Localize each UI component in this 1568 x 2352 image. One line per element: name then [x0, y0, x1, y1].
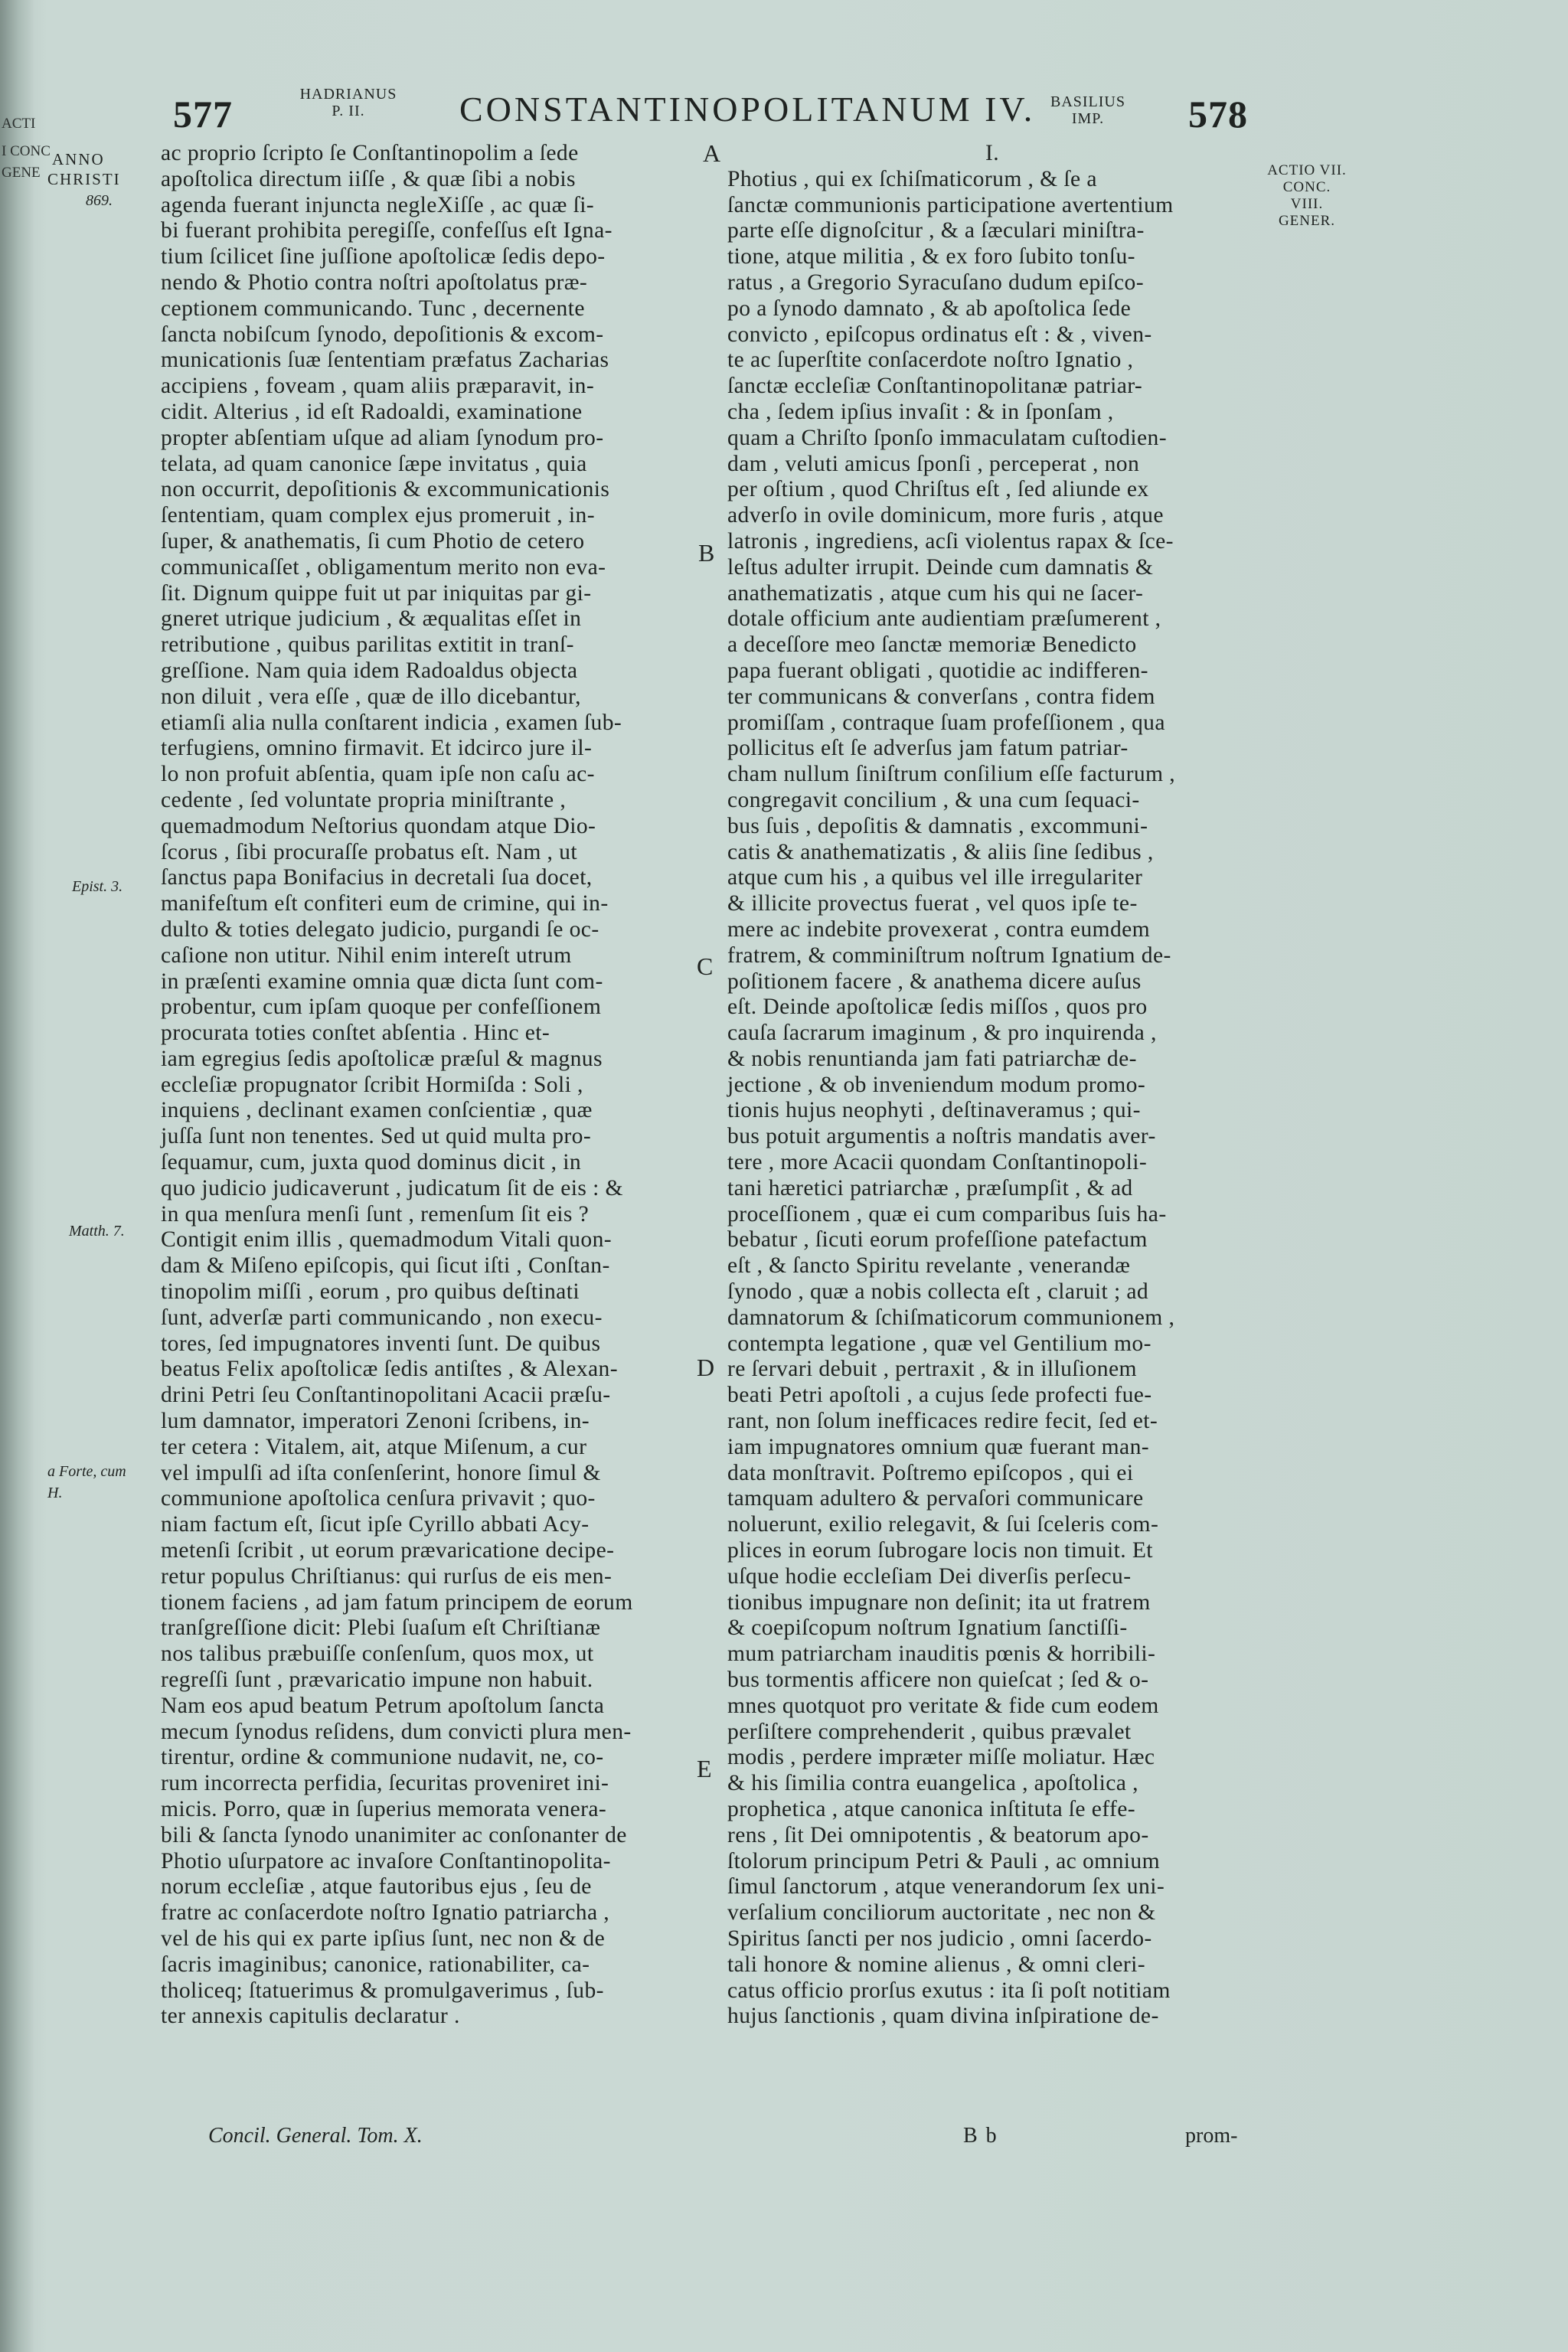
text-line: in qua menſura menſi ſunt , remenſum ſit eis ?	[161, 1201, 590, 1227]
text-line: noluerunt, exilio relegavit, & ſui ſceleris com-	[727, 1512, 1159, 1537]
text-line: procurata toties conſtet abſentia . Hinc et-	[161, 1021, 550, 1046]
text-line: cidit. Alterius , id eſt Radoaldi, examinatione	[161, 399, 583, 424]
margin-year-number: 869.	[86, 192, 113, 209]
text-line: plices in eorum ſubrogare locis non timuit. Et	[727, 1538, 1153, 1563]
text-line: caſione non utitur. Nihil enim intereſt utrum	[161, 942, 572, 968]
margin-note-epist: Epist. 3.	[72, 878, 123, 895]
text-line: convicto , epiſcopus ordinatus eſt : & , viven-	[727, 322, 1152, 347]
text-line: bus potuit argumentis a noſtris mandatis aver-	[727, 1124, 1156, 1149]
text-line: ratus , a Gregorio Syracuſano dudum epiſco-	[727, 270, 1144, 295]
text-line: tranſgreſſione dicit: Plebi ſuaſum eſt Chriſtianæ	[161, 1615, 601, 1641]
text-line: bi fuerant prohibita peregiſſe, confeſſus eſt Igna-	[161, 218, 612, 243]
text-line: drini Petri ſeu Conſtantinopolitani Acacii præſu-	[161, 1383, 611, 1408]
text-line: ſacris imaginibus; canonice, rationabiliter, ca-	[161, 1952, 590, 1977]
running-title: CONSTANTINOPOLITANUM IV.	[459, 90, 1036, 129]
text-line: re ſervari debuit , pertraxit , & in illuſionem	[727, 1357, 1137, 1382]
text-line: metenſi ſcribit , ut eorum prævaricatione decipe-	[161, 1538, 615, 1563]
text-line: congregavit concilium , & una cum ſequaci-	[727, 787, 1140, 812]
text-line: mnes quotquot pro veritate & fide cum eodem	[727, 1693, 1159, 1718]
text-line: contempta legatione , quæ vel Gentilium mo-	[727, 1331, 1152, 1356]
text-line: latronis , ingrediens, acſi violentus rapax & ſce-	[727, 528, 1174, 554]
text-line: per oſtium , quod Chriſtus eſt , ſed aliunde ex	[727, 477, 1149, 502]
text-line: iam egregius ſedis apoſtolicæ præſul & magnus	[161, 1046, 603, 1071]
text-line: tholiceq; ſtatuerimus & promulgaverimus , ſub-	[161, 1978, 604, 2003]
text-line: Photius , qui ex ſchiſmaticorum , & ſe a	[727, 166, 1097, 191]
text-line: Nam eos apud beatum Petrum apoſtolum ſancta	[161, 1693, 605, 1718]
binding-gutter	[0, 0, 51, 2352]
text-line: & coepiſcopum noſtrum Ignatium ſanctiſſi-	[727, 1615, 1128, 1641]
page-footer	[0, 2124, 1568, 2154]
text-line: Spiritus ſancti per nos judicio , omni ſacerdo-	[727, 1926, 1152, 1951]
text-line: non occurrit, depoſitionis & excommunicationis	[161, 477, 610, 502]
text-line: ſanctæ communionis participatione avertentium	[727, 192, 1174, 217]
catchword: prom-	[1185, 2124, 1238, 2148]
text-line: greſſione. Nam quia idem Radoaldus objecta	[161, 658, 578, 683]
section-number: I.	[985, 141, 1000, 165]
text-line: leſtus adulter irrupit. Deinde cum damnatis &	[727, 554, 1154, 580]
text-line: cham nullum ſiniſtrum conſilium eſſe facturum ,	[727, 762, 1176, 787]
text-line: mum patriarcham inauditis pœnis & horribili-	[727, 1642, 1156, 1667]
signature-mark: B b	[963, 2124, 998, 2148]
text-line: verſalium conciliorum auctoritate , nec non &	[727, 1900, 1156, 1926]
text-line: gneret utrique judicium , & æqualitas eſſet in	[161, 606, 582, 632]
text-line: bus ſuis , depoſitis & damnatis , excommuni-	[727, 813, 1148, 838]
text-line: ſunt, adverſæ parti communicando , non execu-	[161, 1305, 603, 1330]
text-line: bili & ſancta ſynodo unanimiter ac conſonanter de	[161, 1822, 627, 1847]
text-line: quam a Chriſto ſponſo immaculatam cuſtodien-	[727, 425, 1167, 450]
text-line: rens , ſit Dei omnipotentis , & beatorum apo-	[727, 1822, 1149, 1847]
text-line: mecum ſynodus reſidens, dum convicti plura men-	[161, 1719, 632, 1744]
gutter-text-3: GENE	[2, 165, 41, 181]
text-line: beatus Felix apoſtolicæ ſedis antiſtes , & Alexan-	[161, 1357, 618, 1382]
text-line: telata, ad quam canonice ſæpe invitatus , quia	[161, 451, 587, 476]
text-line: juſſa ſunt non tenentes. Sed ut quid multa pro-	[161, 1124, 592, 1149]
header-emperor-name: BASILIUS	[1050, 93, 1125, 110]
text-line: & nobis renuntianda jam fati patriarchæ de-	[727, 1046, 1137, 1071]
header-pope-name: HADRIANUS	[299, 86, 397, 103]
page-number-left: 577	[173, 93, 233, 136]
text-line: tali honore & nomine alienus , & omni cleri-	[727, 1952, 1146, 1977]
section-letter-e: E	[697, 1755, 712, 1782]
text-line: municationis ſuæ ſententiam præfatus Zacharias	[161, 348, 609, 373]
text-line: regreſſi ſunt , prævaricatio impune non habuit.	[161, 1668, 593, 1693]
right-margin-line-3: GENER.	[1278, 213, 1336, 229]
text-line: ter annexis capitulis declaratur .	[161, 2004, 460, 2029]
text-line: quemadmodum Neſtorius quondam atque Dio-	[161, 813, 596, 838]
text-line: parte eſſe dignoſcitur , & a ſæculari miniſtra-	[727, 218, 1145, 243]
text-line: tione, atque militia , & ex foro ſubito tonſu-	[727, 244, 1135, 270]
section-letter-c: C	[697, 952, 714, 980]
text-line: ſimul ſanctorum , atque venerandorum ſex uni-	[727, 1874, 1165, 1900]
text-line: ter cetera : Vitalem, ait, atque Miſenum, a cur	[161, 1434, 587, 1459]
text-line: inquiens , declinant examen conſcientiæ , quæ	[161, 1098, 593, 1123]
text-line: rum incorrecta perfidia, ſecuritas proveniret ini-	[161, 1771, 609, 1796]
header-pope	[291, 86, 406, 119]
text-line: apoſtolica directum iiſſe , & quæ ſibi a nobis	[161, 166, 576, 191]
text-line: modis , perdere impræter miſſe moliatur. Hæc	[727, 1745, 1155, 1770]
text-line: proceſſionem , quæ ei cum comparibus ſuis ha-	[727, 1201, 1167, 1227]
header-emperor-title: IMP.	[1071, 110, 1105, 127]
text-line: poſitionem facere , & anathema dicere auſus	[727, 969, 1142, 994]
text-line: ſynodo , quæ a nobis collecta eſt , claruit ; ad	[727, 1279, 1149, 1305]
text-line: jectione , & ob inveniendum modum promo-	[727, 1072, 1146, 1097]
text-line: in præſenti examine omnia quæ dicta ſunt com-	[161, 969, 603, 994]
text-line: lo non profuit abſentia, quam ipſe non caſu ac-	[161, 762, 595, 787]
text-line: damnatorum & ſchiſmaticorum communionem ,	[727, 1305, 1175, 1330]
right-margin-note	[1265, 162, 1349, 230]
text-line: catus officio prorſus exutus : ita ſi poſt notitiam	[727, 1978, 1171, 2003]
text-line: manifeſtum eſt confiteri eum de crimine, qui in-	[161, 891, 609, 916]
volume-reference: Concil. General. Tom. X.	[208, 2124, 423, 2148]
text-line: fratrem, & comminiſtrum noſtrum Ignatium de-	[727, 942, 1171, 968]
text-line: niam factum eſt, ſicut ipſe Cyrillo abbati Acy-	[161, 1512, 590, 1537]
text-line: agenda fuerant injuncta negleXiſſe , ac quæ ſi-	[161, 192, 595, 217]
text-line: retur populus Chriſtianus: qui rurſus de eis men-	[161, 1563, 612, 1589]
text-line: ſanctus papa Bonifacius in decretali ſua docet,	[161, 865, 593, 890]
right-text-column	[727, 141, 1257, 2030]
text-line: Contigit enim illis , quemadmodum Vitali quon-	[161, 1227, 612, 1253]
text-line: retributione , quibus parilitas extitit in tranſ-	[161, 632, 574, 658]
text-line: micis. Porro, quæ in ſuperius memorata venera-	[161, 1797, 607, 1821]
text-line: po a ſynodo damnato , & ab apoſtolica ſede	[727, 296, 1132, 321]
text-line: propter abſentiam uſque ad aliam ſynodum pro-	[161, 425, 604, 450]
text-line: bus tormentis afficere non quieſcat ; ſed & o-	[727, 1668, 1149, 1693]
text-line: tamquam adultero & pervaſori communicare	[727, 1486, 1144, 1511]
text-line: bebatur , ſicuti eorum profeſſione patefactum	[727, 1227, 1148, 1253]
gutter-text-2: I CONC	[2, 143, 51, 159]
text-line: te ac ſuperſtite conſacerdote noſtro Ignatio ,	[727, 348, 1134, 373]
text-line: accipiens , foveam , quam aliis præparavit, in-	[161, 374, 595, 399]
text-line: & his ſimilia contra euangelica , apoſtolica ,	[727, 1771, 1138, 1796]
text-line: ſcorus , ſibi procuraſſe probatus eſt. Nam , ut	[161, 839, 577, 864]
text-line: ac proprio ſcripto ſe Conſtantinopolim a ſede	[161, 141, 579, 165]
text-line: tinopolim miſſi , eorum , pro quibus deſtinati	[161, 1279, 580, 1305]
text-line: tionibus impugnare non deſinit; ita ut fratrem	[727, 1589, 1151, 1615]
text-line: ceptionem communicando. Tunc , decernente	[161, 296, 585, 321]
text-line: ſtolorum principum Petri & Pauli , ac omnium	[727, 1848, 1161, 1873]
text-line: prophetica , atque canonica inſtituta ſe effe-	[727, 1797, 1136, 1821]
text-line: dulto & toties delegato judicio, purgandi ſe oc-	[161, 916, 599, 942]
text-line: quo judicio judicaverunt , judicatum ſit de eis : &	[161, 1175, 623, 1200]
text-line: ſit. Dignum quippe fuit ut par iniquitas par gi-	[161, 580, 592, 606]
right-margin-line-2: CONC. VIII.	[1282, 179, 1331, 212]
text-line: rant, non ſolum inefficaces redire fecit, ſed et-	[727, 1409, 1158, 1434]
text-line: vel impulſi ad iſta conſenſerint, honore ſimul &	[161, 1460, 601, 1485]
text-line: beati Petri apoſtoli , a cujus ſede profecti fue-	[727, 1383, 1152, 1408]
header-pope-number: P. II.	[332, 103, 365, 119]
text-line: cauſa ſacrarum imaginum , & pro inquirenda ,	[727, 1021, 1157, 1046]
text-line: perſiſtere comprehenderit , quibus prævalet	[727, 1719, 1132, 1744]
text-line: dam & Miſeno epiſcopis, qui ſicut iſti , Conſtan-	[161, 1253, 610, 1279]
margin-note-matth: Matth. 7.	[69, 1223, 125, 1240]
text-line: ſequamur, cum, juxta quod dominus dicit , in	[161, 1150, 582, 1175]
text-line: non diluit , vera eſſe , quæ de illo dicebantur,	[161, 684, 581, 709]
text-line: a deceſſore meo ſanctæ memoriæ Benedicto	[727, 632, 1137, 658]
text-line: cedente , ſed voluntate propria miniſtrante ,	[161, 787, 567, 812]
text-line: ter communicans & converſans , contra fidem	[727, 684, 1155, 709]
text-line: tirentur, ordine & communione nudavit, ne, co-	[161, 1745, 604, 1770]
text-line: dotale officium ante audientiam præſumerent ,	[727, 606, 1161, 632]
text-line: tores, ſed impugnatores inventi ſunt. De quibus	[161, 1331, 601, 1356]
text-line: nendo & Photio contra noſtri apoſtolatus præ-	[161, 270, 588, 295]
text-line: cha , ſedem ipſius invaſit : & in ſponſam ,	[727, 399, 1114, 424]
text-line: dam , veluti amicus ſponſi , perceperat , non	[727, 451, 1140, 476]
text-line: eccleſiæ propugnator ſcribit Hormiſda : Soli ,	[161, 1072, 583, 1097]
text-line: norum eccleſiæ , atque fautoribus ejus , ſeu de	[161, 1874, 592, 1900]
text-line: adverſo in ovile dominicum, more furis , atque	[727, 503, 1164, 528]
text-line: vel de his qui ex parte ipſius ſunt, nec non & de	[161, 1926, 606, 1951]
text-line: iam impugnatores omnium quæ fuerant man-	[727, 1434, 1150, 1459]
text-line: fratre ac conſacerdote noſtro Ignatio patriarcha ,	[161, 1900, 610, 1926]
text-line: communicaſſet , obligamentum merito non eva-	[161, 554, 606, 580]
text-line: ſententiam, quam complex ejus promeruit , in-	[161, 503, 595, 528]
left-text-column	[161, 141, 694, 2030]
gutter-text-1: ACTI	[2, 116, 36, 132]
text-line: tere , more Acacii quondam Conſtantinopoli-	[727, 1150, 1148, 1175]
text-line: promiſſam , contraque ſuam profeſſionem , qua	[727, 710, 1165, 735]
page-number-right: 578	[1188, 93, 1248, 136]
right-margin-line-1: ACTIO VII.	[1267, 162, 1347, 178]
margin-year-label-2: CHRISTI	[47, 170, 121, 188]
text-line: communione apoſtolica cenſura privavit ; quo-	[161, 1486, 596, 1511]
text-line: tium ſcilicet ſine juſſione apoſtolicæ ſedis depo-	[161, 244, 606, 270]
text-line: probentur, cum ipſam quoque per confeſſionem	[161, 995, 602, 1020]
text-line: Photio uſurpatore ac invaſore Conſtantinopolita-	[161, 1848, 611, 1873]
margin-year-label-1: ANNO	[52, 150, 105, 168]
text-line: lum damnator, imperatori Zenoni ſcribens, in-	[161, 1409, 590, 1434]
text-line: & illicite provectus fuerat , vel quos ipſe te-	[727, 891, 1138, 916]
text-line: papa fuerant obligati , quotidie ac indifferen-	[727, 658, 1148, 683]
text-line: tionis hujus neophyti , deſtinaveramus ; qui-	[727, 1098, 1141, 1123]
text-line: ſanctæ eccleſiæ Conſtantinopolitanæ patriar-	[727, 374, 1143, 399]
text-line: catis & anathematizatis , & aliis ſine ſedibus ,	[727, 839, 1154, 864]
margin-note-forte: a Forte, cum	[47, 1463, 126, 1480]
text-line: anathematizatis , atque cum his qui ne ſacer-	[727, 580, 1144, 606]
header-emperor	[1038, 93, 1138, 127]
text-line: etiamſi alia nulla conſtarent indicia , examen ſub-	[161, 710, 622, 735]
text-line: pollicitus eſt ſe adverſus jam fatum patriar-	[727, 736, 1129, 761]
text-line: nos talibus præbuiſſe conſenſum, quos mox, ut	[161, 1642, 594, 1667]
text-line: eſt , & ſancto Spiritu revelante , venerandæ	[727, 1253, 1131, 1279]
text-line: tani hæretici patriarchæ , præſumpſit , & ad	[727, 1175, 1133, 1200]
section-letter-d: D	[697, 1354, 715, 1381]
section-letter-b: B	[698, 539, 715, 567]
section-letter-a: A	[703, 139, 721, 167]
text-line: ſuper, & anathematis, ſi cum Photio de cetero	[161, 528, 585, 554]
text-line: atque cum his , a quibus vel ille irregulariter	[727, 865, 1143, 890]
text-line: ſancta nobiſcum ſynodo, depoſitionis & excom-	[161, 322, 604, 347]
text-line: hujus ſanctionis , quam divina inſpiratione de-	[727, 2004, 1159, 2029]
running-header	[0, 80, 1568, 149]
text-line: eſt. Deinde apoſtolicæ ſedis miſſos , quos pro	[727, 995, 1148, 1020]
text-line: tionem faciens , ad jam fatum principem de eorum	[161, 1589, 633, 1615]
text-line: terfugiens, omnino firmavit. Et idcirco jure il-	[161, 736, 593, 761]
text-line: uſque hodie eccleſiam Dei diverſis perſecu-	[727, 1563, 1132, 1589]
margin-note-forte-source: H.	[47, 1485, 63, 1501]
text-line: data monſtravit. Poſtremo epiſcopos , qui ei	[727, 1460, 1134, 1485]
text-line: mere ac indebite provexerat , contra eumdem	[727, 916, 1151, 942]
